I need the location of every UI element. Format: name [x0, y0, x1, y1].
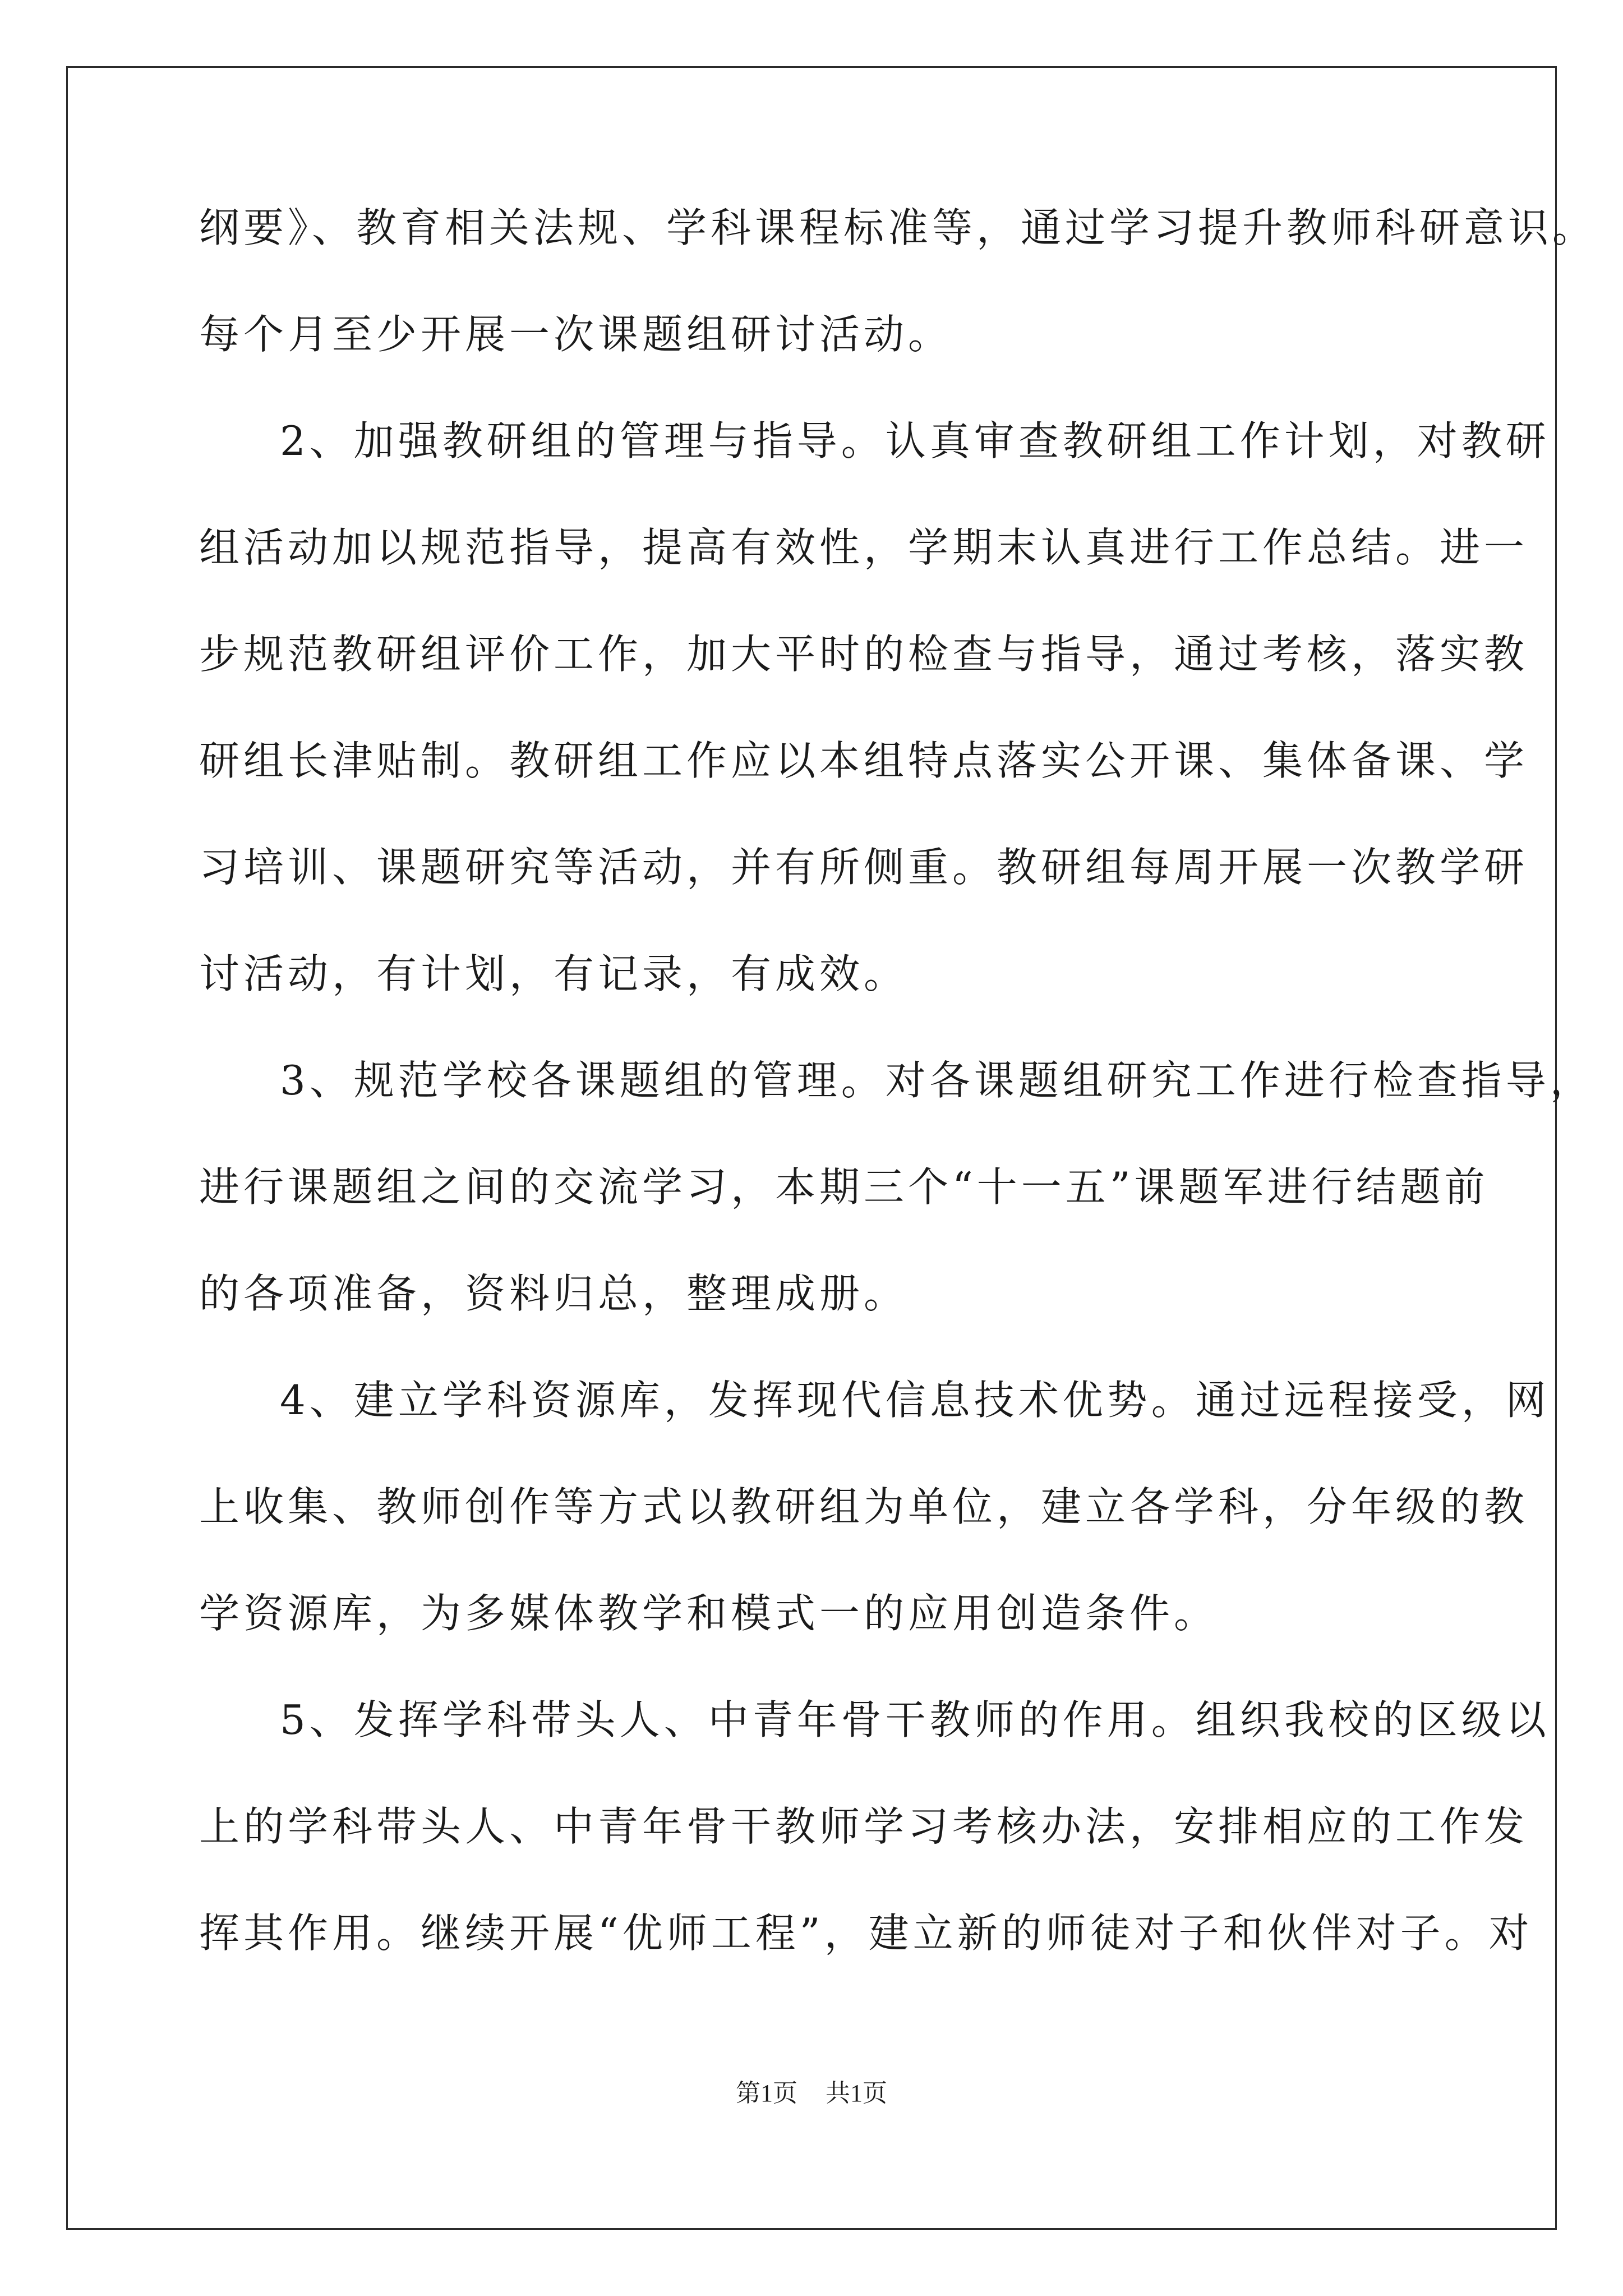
page-number: 第1页 — [736, 2079, 797, 2107]
paragraph-start-line: 5、发挥学科带头人、中青年骨干教师的作用。组织我校的区级以 — [280, 1696, 1550, 1743]
text-line: 每个月至少开展一次课题组研讨活动。 — [199, 311, 953, 358]
paragraph-start-line: 3、规范学校各课题组的管理。对各课题组研究工作进行检查指导， — [280, 1057, 1594, 1104]
text-line: 讨活动，有计划，有记录，有成效。 — [199, 950, 909, 997]
text-line: 挥其作用。继续开展“优师工程”，建立新的师徒对子和伙伴对子。对 — [199, 1910, 1533, 1957]
document-body — [199, 202, 1597, 2014]
page-footer — [0, 2077, 1623, 2110]
text-line: 步规范教研组评价工作，加大平时的检查与指导，通过考核，落实教 — [199, 631, 1529, 678]
paragraph-start-line: 2、加强教研组的管理与指导。认真审查教研组工作计划，对教研 — [280, 417, 1550, 464]
text-line: 进行课题组之间的交流学习，本期三个“十一五”课题军进行结题前 — [199, 1163, 1489, 1211]
text-line: 学资源库，为多媒体教学和模式一的应用创造条件。 — [199, 1590, 1219, 1637]
text-line: 的各项准备，资料归总，整理成册。 — [199, 1270, 909, 1317]
text-line: 上的学科带头人、中青年骨干教师学习考核办法，安排相应的工作发 — [199, 1803, 1529, 1850]
text-line: 组活动加以规范指导，提高有效性，学期末认真进行工作总结。进一 — [199, 524, 1529, 571]
text-line: 研组长津贴制。教研组工作应以本组特点落实公开课、集体备课、学 — [199, 737, 1529, 784]
text-line: 习培训、课题研究等活动，并有所侧重。教研组每周开展一次教学研 — [199, 844, 1529, 891]
text-line: 纲要》、教育相关法规、学科课程标准等，通过学习提升教师科研意识。 — [199, 204, 1597, 251]
paragraph-start-line: 4、建立学科资源库，发挥现代信息技术优势。通过远程接受，网 — [280, 1377, 1550, 1424]
page-total: 共1页 — [826, 2079, 887, 2107]
text-line: 上收集、教师创作等方式以教研组为单位，建立各学科，分年级的教 — [199, 1483, 1529, 1530]
